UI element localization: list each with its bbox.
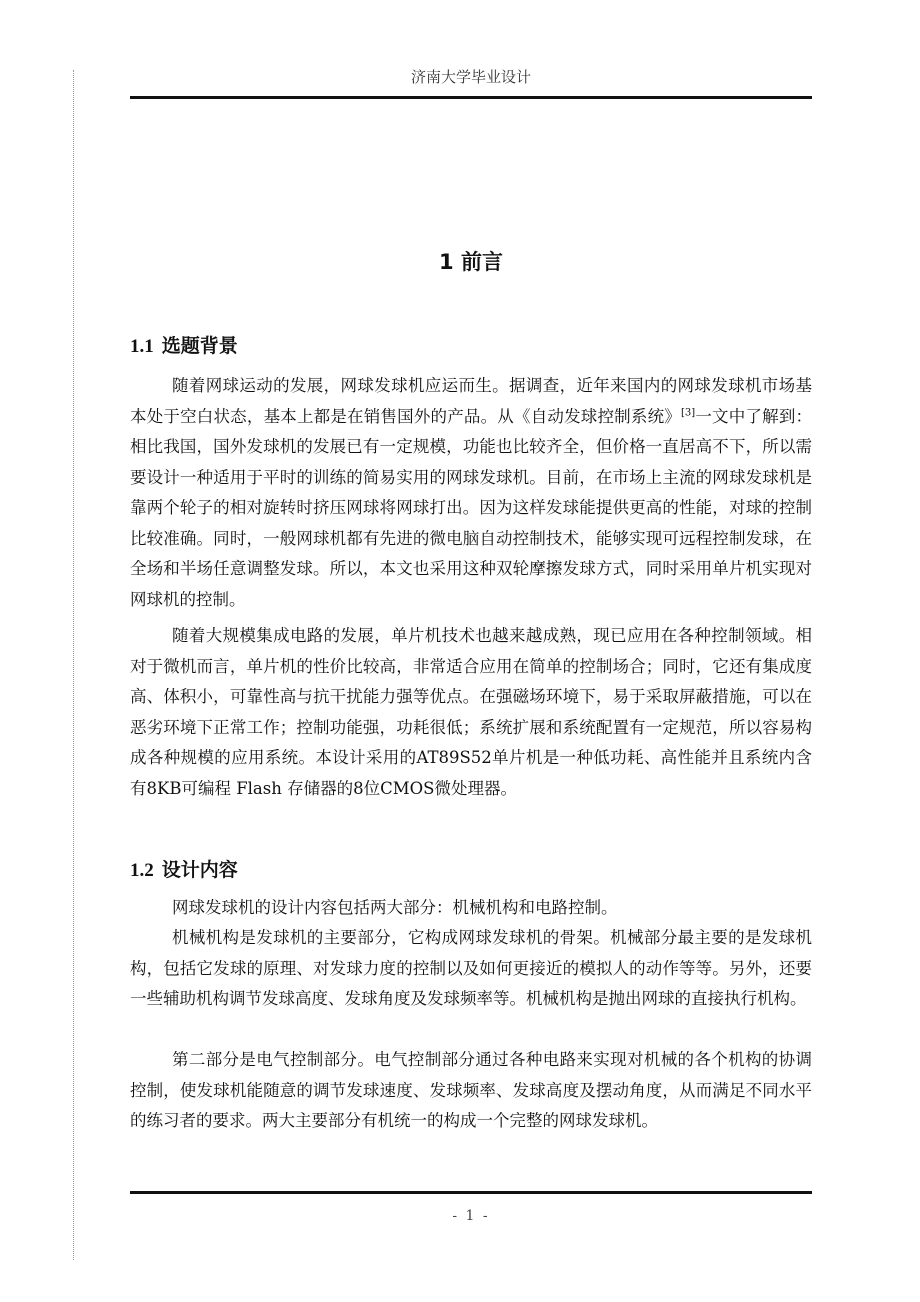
body-paragraph: 第二部分是电气控制部分。电气控制部分通过各种电路来实现对机械的各个机构的协调控制，使发球机能随意的调节发球速度、发球频率、发球高度及摆动角度，从而满足不同水平的练习者的要求。两大主要部分有机统一的构成一个完整的网球发球机。 [130,1050,812,1130]
chapter-title: 1 前言 [439,250,503,274]
body-paragraph: 随着大规模集成电路的发展，单片机技术也越来越成熟，现已应用在各种控制领域。相对于微机而言，单片机的性价比较高，非常适合应用在简单的控制场合；同时，它还有集成度高、体积小，可靠性高与抗干扰能力强等优点。在强磁场环境下，易于采取屏蔽措施，可以在恶劣环境下正常工作；控制功能强，功耗很低；系统扩展和系统配置有一定规范，所以容易构成各种规模的应用系统。本设计采用的AT89S52单片机是一种低功耗、高性能并且系统内含有8KB可编程 Flash 存储器的8位CMOS微处理器。 [130,626,812,798]
section-title-text: 设计内容 [161,859,238,881]
section-number: 1.2 [130,860,154,881]
header-rule [130,96,812,99]
section-heading-1-2 [130,855,238,882]
running-header: 济南大学毕业设计 [410,68,531,86]
citation-ref: [3] [680,407,696,418]
paragraph-text: 一文中了解到：相比我国，国外发球机的发展已有一定规模，功能也比较齐全，但价格一直居高不下，所以需要设计一种适用于平时的训练的简易实用的网球发球机。目前，在市场上主流的网球发球机是靠两个轮子的相对旋转时挤压网球将网球打出。因为这样发球能提供更高的性能，对球的控制比较准确。同时，一般网球机都有先进的微电脑自动控制技术，能够实现可远程控制发球，在全场和半场任意调整发球。所以，本文也采用这种双轮摩擦发球方式，同时采用单片机实现对网球机的控制。 [130,406,813,609]
page-number: - 1 - [452,1208,490,1224]
section-number: 1.1 [130,336,154,357]
paragraph-text: 随着网球运动的发展，网球发球机应运而生。据调查，近年来国内的网球发球机市场基本处于空白状态，基本上都是在销售国外的产品。从《自动发球控制系统》 [130,376,812,426]
body-paragraph: 机械机构是发球机的主要部分，它构成网球发球机的骨架。机械部分最主要的是发球机构，包括它发球的原理、对发球力度的控制以及如何更接近的模拟人的动作等等。另外，还要一些辅助机构调节发球高度、发球角度及发球频率等。机械机构是抛出网球的直接执行机构。 [130,928,812,1008]
section-heading-1-1 [130,331,238,358]
body-paragraph [130,371,812,615]
section-title-text: 选题背景 [161,335,238,357]
footer-rule [130,1191,812,1194]
body-paragraph: 网球发球机的设计内容包括两大部分：机械机构和电路控制。 [172,898,618,917]
binding-margin-line [73,70,74,1260]
